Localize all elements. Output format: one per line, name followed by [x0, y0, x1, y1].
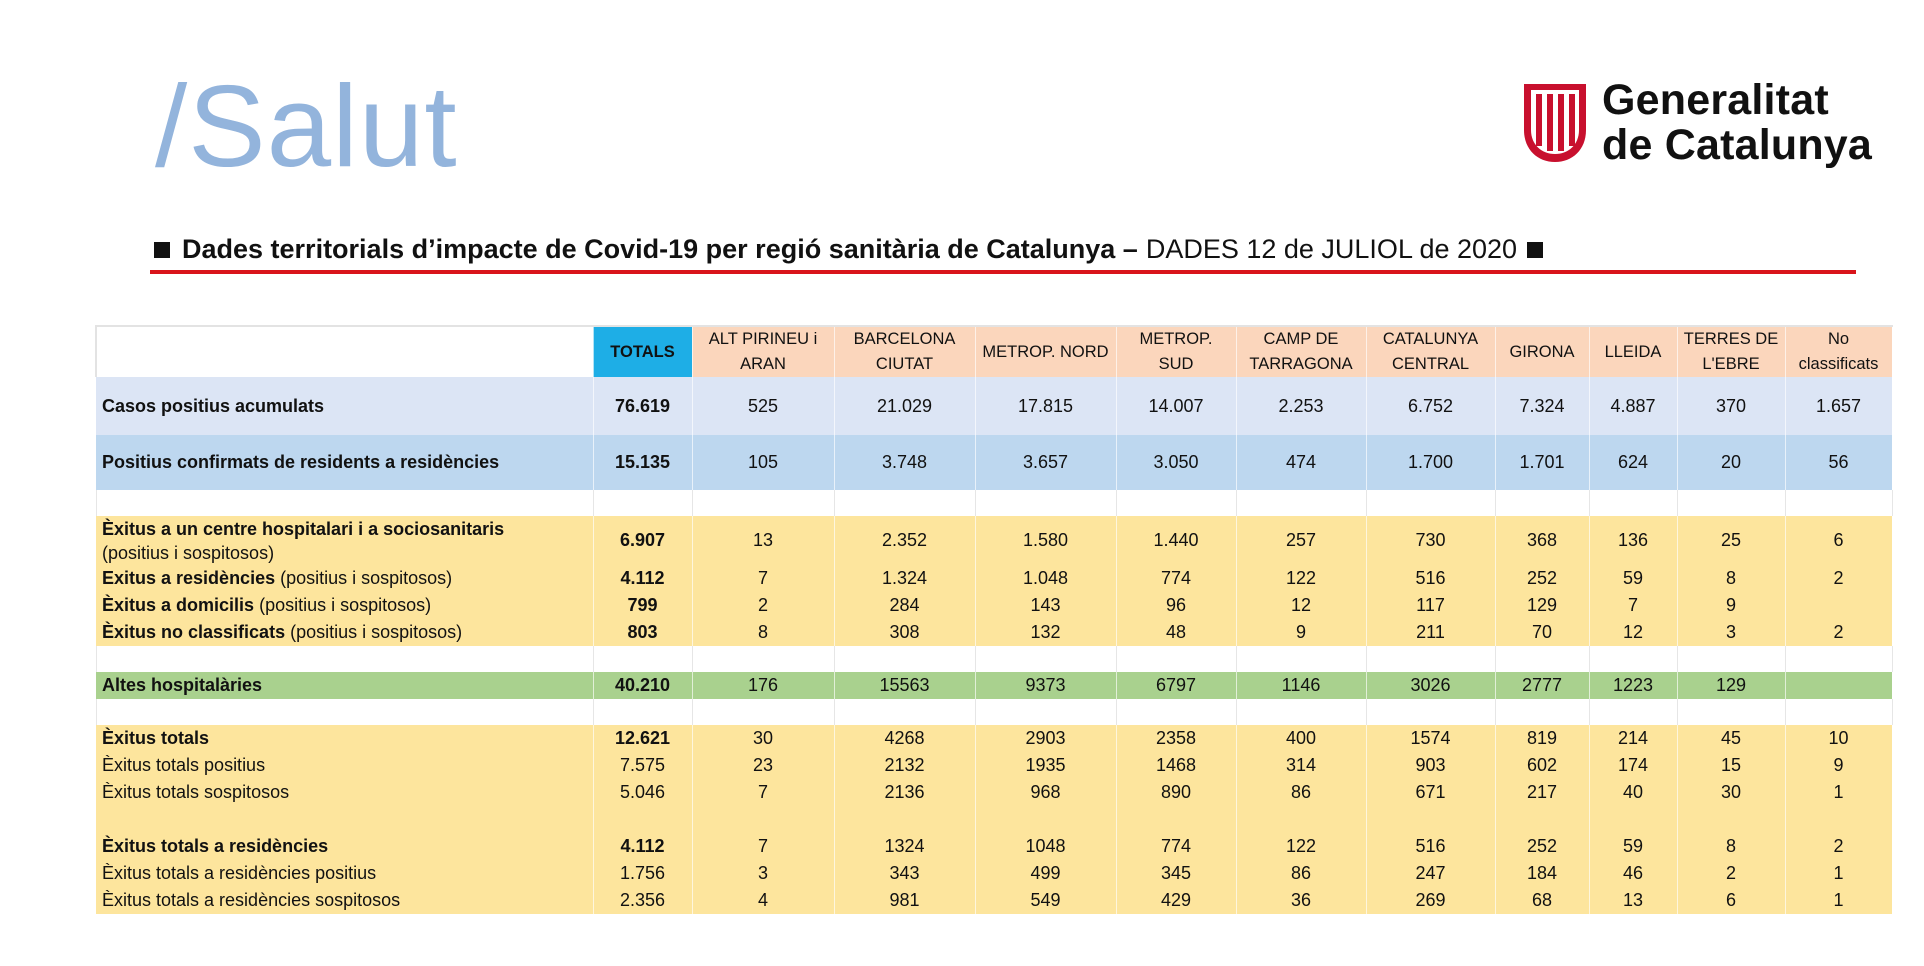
region-value: 1146 [1236, 672, 1366, 699]
empty-cell [96, 699, 593, 725]
empty-cell [834, 490, 975, 516]
region-value: 1935 [975, 752, 1116, 779]
logo-line-1: Generalitat [1602, 76, 1829, 124]
region-value: 4.887 [1589, 377, 1677, 435]
region-value: 10 [1785, 725, 1892, 752]
region-value: 9 [1677, 592, 1785, 619]
empty-cell [96, 806, 593, 833]
total-value: 5.046 [593, 779, 692, 806]
empty-cell [1366, 490, 1495, 516]
empty-cell [1236, 646, 1366, 672]
region-value: 499 [975, 860, 1116, 887]
region-value: 474 [1236, 435, 1366, 490]
empty-cell [692, 646, 834, 672]
region-value: 45 [1677, 725, 1785, 752]
region-value: 549 [975, 887, 1116, 914]
region-value: 30 [1677, 779, 1785, 806]
table-row [96, 619, 1892, 646]
row-label: Positius confirmats de residents a residències [96, 435, 593, 490]
region-value: 4268 [834, 725, 975, 752]
region-value: 68 [1495, 887, 1589, 914]
row-label: Èxitus totals positius [96, 752, 593, 779]
region-value: 890 [1116, 779, 1236, 806]
region-value: 1048 [975, 833, 1116, 860]
row-label: Èxitus totals [96, 725, 593, 752]
region-value: 9373 [975, 672, 1116, 699]
empty-cell [1366, 646, 1495, 672]
region-value: 23 [692, 752, 834, 779]
region-value: 6.752 [1366, 377, 1495, 435]
region-value: 1574 [1366, 725, 1495, 752]
region-value [1785, 672, 1892, 699]
empty-cell [96, 646, 593, 672]
region-value: 1.701 [1495, 435, 1589, 490]
region-value: 56 [1785, 435, 1892, 490]
header-cell: TOTALS [593, 326, 692, 377]
empty-cell [1116, 806, 1236, 833]
region-value: 129 [1677, 672, 1785, 699]
empty-cell [1116, 646, 1236, 672]
region-value: 247 [1366, 860, 1495, 887]
region-value: 3.748 [834, 435, 975, 490]
table-row [96, 592, 1892, 619]
row-label: Èxitus no classificats (positius i sospitosos) [96, 619, 593, 646]
empty-cell [1785, 646, 1892, 672]
region-value: 17.815 [975, 377, 1116, 435]
title-underline [150, 270, 1856, 274]
region-value: 774 [1116, 565, 1236, 592]
table-row [96, 435, 1892, 490]
empty-cell [975, 806, 1116, 833]
region-value: 86 [1236, 779, 1366, 806]
region-value: 370 [1677, 377, 1785, 435]
table-row [96, 860, 1892, 887]
row-label: Èxitus totals a residències [96, 833, 593, 860]
table-row [96, 887, 1892, 914]
region-value: 2 [1785, 565, 1892, 592]
region-value: 252 [1495, 565, 1589, 592]
region-value: 7.324 [1495, 377, 1589, 435]
region-value: 1324 [834, 833, 975, 860]
header-cell: CAMP DE TARRAGONA [1236, 326, 1366, 377]
region-value: 4 [692, 887, 834, 914]
region-value: 602 [1495, 752, 1589, 779]
header-cell: METROP. NORD [975, 326, 1116, 377]
empty-cell [1785, 490, 1892, 516]
region-value: 516 [1366, 565, 1495, 592]
empty-cell [975, 699, 1116, 725]
region-value: 819 [1495, 725, 1589, 752]
region-value: 176 [692, 672, 834, 699]
region-value: 1.657 [1785, 377, 1892, 435]
region-value: 2 [1785, 619, 1892, 646]
spacer-row [96, 699, 1892, 725]
region-value: 1468 [1116, 752, 1236, 779]
document-title [152, 234, 1857, 265]
region-value: 7 [692, 565, 834, 592]
header-row [96, 326, 1892, 377]
salut-brand: /Salut [155, 61, 458, 191]
region-value: 1.048 [975, 565, 1116, 592]
region-value: 981 [834, 887, 975, 914]
region-value: 1 [1785, 887, 1892, 914]
row-label: Èxitus a un centre hospitalari i a sociosanitaris (positius i sospitosos) [96, 516, 593, 565]
header-cell: CATALUNYA CENTRAL [1366, 326, 1495, 377]
region-value: 1.580 [975, 516, 1116, 565]
header-cell: METROP. SUD [1116, 326, 1236, 377]
region-value: 15563 [834, 672, 975, 699]
total-value: 6.907 [593, 516, 692, 565]
empty-cell [1366, 699, 1495, 725]
region-value: 7 [692, 833, 834, 860]
region-value: 12 [1236, 592, 1366, 619]
empty-cell [692, 806, 834, 833]
region-value: 308 [834, 619, 975, 646]
row-label: Altes hospitalàries [96, 672, 593, 699]
region-value: 2.253 [1236, 377, 1366, 435]
empty-cell [975, 646, 1116, 672]
region-value: 1.440 [1116, 516, 1236, 565]
region-value: 269 [1366, 887, 1495, 914]
region-value: 368 [1495, 516, 1589, 565]
region-value: 516 [1366, 833, 1495, 860]
region-value: 3 [1677, 619, 1785, 646]
empty-cell [1589, 806, 1677, 833]
table-row [96, 779, 1892, 806]
square-bullet-icon [1527, 242, 1543, 258]
region-value: 129 [1495, 592, 1589, 619]
region-value: 86 [1236, 860, 1366, 887]
total-value: 12.621 [593, 725, 692, 752]
region-value: 13 [692, 516, 834, 565]
table-row [96, 833, 1892, 860]
region-value: 211 [1366, 619, 1495, 646]
region-value: 2132 [834, 752, 975, 779]
region-value: 8 [1677, 565, 1785, 592]
header-cell: LLEIDA [1589, 326, 1677, 377]
region-value [1785, 592, 1892, 619]
region-value: 525 [692, 377, 834, 435]
empty-cell [1589, 699, 1677, 725]
region-value: 136 [1589, 516, 1677, 565]
empty-cell [834, 806, 975, 833]
region-value: 314 [1236, 752, 1366, 779]
region-value: 7 [692, 779, 834, 806]
square-bullet-icon [154, 242, 170, 258]
table-row [96, 752, 1892, 779]
empty-cell [1495, 806, 1589, 833]
region-value: 40 [1589, 779, 1677, 806]
region-value: 30 [692, 725, 834, 752]
region-value: 20 [1677, 435, 1785, 490]
header-cell: ALT PIRINEU i ARAN [692, 326, 834, 377]
region-value: 1.700 [1366, 435, 1495, 490]
empty-cell [1589, 490, 1677, 516]
empty-cell [593, 490, 692, 516]
region-value: 217 [1495, 779, 1589, 806]
row-label: Exitus a residències (positius i sospitosos) [96, 565, 593, 592]
total-value: 803 [593, 619, 692, 646]
region-value: 2 [1677, 860, 1785, 887]
header-cell: BARCELONA CIUTAT [834, 326, 975, 377]
region-value: 12 [1589, 619, 1677, 646]
empty-cell [96, 490, 593, 516]
region-value: 284 [834, 592, 975, 619]
header-cell: No classificats [1785, 326, 1892, 377]
empty-cell [1495, 699, 1589, 725]
empty-cell [975, 490, 1116, 516]
region-value: 214 [1589, 725, 1677, 752]
row-label: Èxitus totals a residències positius [96, 860, 593, 887]
region-value: 257 [1236, 516, 1366, 565]
region-value: 3026 [1366, 672, 1495, 699]
empty-cell [1677, 806, 1785, 833]
region-value: 46 [1589, 860, 1677, 887]
region-value: 2777 [1495, 672, 1589, 699]
empty-cell [1236, 699, 1366, 725]
total-value: 40.210 [593, 672, 692, 699]
empty-cell [1677, 699, 1785, 725]
empty-cell [1495, 646, 1589, 672]
total-value: 799 [593, 592, 692, 619]
region-value: 59 [1589, 833, 1677, 860]
region-value: 2136 [834, 779, 975, 806]
region-value: 1.324 [834, 565, 975, 592]
total-value: 4.112 [593, 833, 692, 860]
region-value: 774 [1116, 833, 1236, 860]
region-value: 6797 [1116, 672, 1236, 699]
total-value: 15.135 [593, 435, 692, 490]
region-value: 429 [1116, 887, 1236, 914]
region-value: 730 [1366, 516, 1495, 565]
empty-cell [1236, 806, 1366, 833]
empty-cell [1116, 490, 1236, 516]
region-value: 2358 [1116, 725, 1236, 752]
region-value: 968 [975, 779, 1116, 806]
region-value: 252 [1495, 833, 1589, 860]
region-value: 132 [975, 619, 1116, 646]
region-value: 59 [1589, 565, 1677, 592]
total-value: 2.356 [593, 887, 692, 914]
spacer-row [96, 646, 1892, 672]
region-value: 9 [1236, 619, 1366, 646]
header-cell: GIRONA [1495, 326, 1589, 377]
region-value: 343 [834, 860, 975, 887]
row-label: Èxitus totals a residències sospitosos [96, 887, 593, 914]
table-row [96, 377, 1892, 435]
region-value: 143 [975, 592, 1116, 619]
region-value: 105 [692, 435, 834, 490]
empty-cell [1495, 490, 1589, 516]
blank-row [96, 806, 1892, 833]
title-date: DADES 12 de JULIOL de 2020 [1145, 234, 1518, 264]
region-value: 6 [1785, 516, 1892, 565]
region-value: 9 [1785, 752, 1892, 779]
empty-cell [834, 699, 975, 725]
region-value: 6 [1677, 887, 1785, 914]
region-value: 36 [1236, 887, 1366, 914]
region-value: 8 [1677, 833, 1785, 860]
region-value: 2 [692, 592, 834, 619]
covid-data-table [95, 325, 1893, 914]
logo-line-2: de Catalunya [1602, 121, 1873, 169]
region-value: 1223 [1589, 672, 1677, 699]
region-value: 3.657 [975, 435, 1116, 490]
region-value: 8 [692, 619, 834, 646]
empty-cell [1236, 490, 1366, 516]
region-value: 1 [1785, 779, 1892, 806]
empty-cell [1677, 490, 1785, 516]
table-row [96, 516, 1892, 565]
total-value: 1.756 [593, 860, 692, 887]
header-corner [96, 326, 593, 377]
region-value: 174 [1589, 752, 1677, 779]
region-value: 2 [1785, 833, 1892, 860]
region-value: 13 [1589, 887, 1677, 914]
total-value: 4.112 [593, 565, 692, 592]
region-value: 48 [1116, 619, 1236, 646]
empty-cell [593, 646, 692, 672]
empty-cell [1785, 806, 1892, 833]
empty-cell [593, 699, 692, 725]
region-value: 122 [1236, 833, 1366, 860]
region-value: 3 [692, 860, 834, 887]
region-value: 3.050 [1116, 435, 1236, 490]
table-row [96, 725, 1892, 752]
region-value: 25 [1677, 516, 1785, 565]
region-value: 21.029 [834, 377, 975, 435]
generalitat-emblem-icon [1518, 80, 1592, 166]
region-value: 184 [1495, 860, 1589, 887]
region-value: 345 [1116, 860, 1236, 887]
region-value: 2903 [975, 725, 1116, 752]
region-value: 14.007 [1116, 377, 1236, 435]
row-label: Èxitus totals sospitosos [96, 779, 593, 806]
empty-cell [1366, 806, 1495, 833]
empty-cell [1677, 646, 1785, 672]
region-value: 903 [1366, 752, 1495, 779]
header-cell: TERRES DE L'EBRE [1677, 326, 1785, 377]
total-value: 76.619 [593, 377, 692, 435]
empty-cell [1785, 699, 1892, 725]
title-main: Dades territorials d’impacte de Covid-19 per regió sanitària de Catalunya – [182, 234, 1138, 264]
row-label: Casos positius acumulats [96, 377, 593, 435]
region-value: 15 [1677, 752, 1785, 779]
region-value: 1 [1785, 860, 1892, 887]
table-row [96, 672, 1892, 699]
empty-cell [1589, 646, 1677, 672]
region-value: 96 [1116, 592, 1236, 619]
empty-cell [593, 806, 692, 833]
region-value: 70 [1495, 619, 1589, 646]
region-value: 117 [1366, 592, 1495, 619]
spacer-row [96, 490, 1892, 516]
generalitat-logo [1518, 78, 1872, 168]
table-row [96, 565, 1892, 592]
empty-cell [1116, 699, 1236, 725]
total-value: 7.575 [593, 752, 692, 779]
region-value: 671 [1366, 779, 1495, 806]
region-value: 624 [1589, 435, 1677, 490]
empty-cell [692, 699, 834, 725]
empty-cell [834, 646, 975, 672]
region-value: 122 [1236, 565, 1366, 592]
region-value: 2.352 [834, 516, 975, 565]
region-value: 7 [1589, 592, 1677, 619]
region-value: 400 [1236, 725, 1366, 752]
empty-cell [692, 490, 834, 516]
row-label: Èxitus a domicilis (positius i sospitosos) [96, 592, 593, 619]
